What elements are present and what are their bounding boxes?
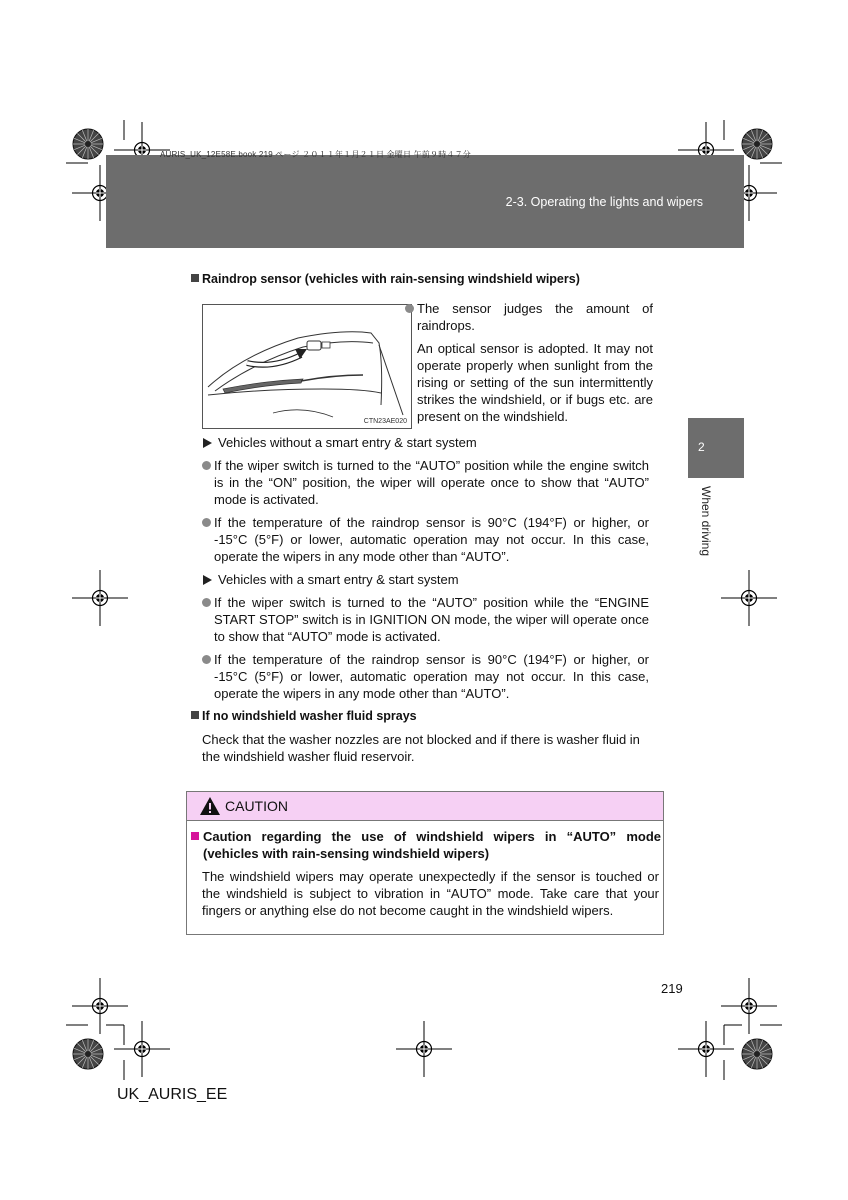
section-title: 2-3. Operating the lights and wipers: [505, 195, 703, 209]
document-code: UK_AURIS_EE: [117, 1086, 228, 1103]
bullet-dot-icon: [405, 304, 414, 313]
group2-title: Vehicles with a smart entry & start system: [203, 571, 459, 588]
chapter-tab: [688, 418, 744, 478]
bullet-dot-icon: [202, 598, 211, 607]
group1-title: Vehicles without a smart entry & start system: [203, 434, 477, 451]
caution-label: CAUTION: [225, 798, 288, 814]
group1-item: If the temperature of the raindrop sensor is 90°C (194°F) or higher, or -15°C (5°F) or lower, automatic operation may not occur. In this case, operate the wipers in any mode other than “AUTO”.: [202, 514, 649, 565]
caution-square-icon: [191, 832, 199, 840]
windshield-drawing: [203, 305, 411, 428]
triangle-bullet-icon: [203, 438, 212, 448]
caution-text: The windshield wipers may operate unexpectedly if the sensor is touched or the windshield is subject to vibration in “AUTO” mode. Take care that your fingers or anything else do not become caught in the windshield wipers.: [202, 869, 659, 918]
caution-header: [187, 792, 663, 821]
page-number: 219: [661, 981, 683, 996]
washer-heading: If no windshield washer fluid sprays: [191, 709, 417, 723]
windshield-sensor-illustration: [202, 304, 412, 429]
bullet-dot-icon: [202, 518, 211, 527]
group1-item: If the wiper switch is turned to the “AUTO” position while the engine switch is in the “ON” position, the wiper will operate once to show that “AUTO” mode is activated.: [202, 457, 649, 508]
bullet-dot-icon: [202, 461, 211, 470]
caution-box: [186, 791, 664, 935]
print-info-line: AURIS_UK_12E58E.book 219 ページ ２０１１年１月２１日 金曜日 午前９時４７分: [160, 150, 471, 159]
group2-item: If the temperature of the raindrop sensor is 90°C (194°F) or higher, or -15°C (5°F) or lower, automatic operation may not occur. In this case, operate the wipers in any mode other than “AUTO”.: [202, 651, 649, 702]
caution-subheading: Caution regarding the use of windshield wipers in “AUTO” mode (vehicles with rain-sensing windshield wipers): [191, 828, 661, 862]
chapter-number: 2: [698, 440, 705, 454]
group2-item: If the wiper switch is turned to the “AUTO” position while the “ENGINE START STOP” switch is in IGNITION ON mode, the wiper will operate once to show that “AUTO” mode is activated.: [202, 594, 649, 645]
chapter-label: When driving: [699, 486, 713, 557]
heading-square-icon: [191, 274, 199, 282]
figure-code: CTN23AE020: [363, 418, 407, 425]
bullet-dot-icon: [202, 655, 211, 664]
washer-text: Check that the washer nozzles are not blocked and if there is washer fluid in the windshield washer fluid reservoir.: [202, 732, 640, 764]
sensor-bullet: The sensor judges the amount of raindrops.: [405, 300, 653, 334]
warning-icon: [199, 796, 221, 816]
heading-square-icon: [191, 711, 199, 719]
sensor-note: An optical sensor is adopted. It may not operate properly when sunlight from the rising or setting of the sun intermittently strikes the windshield, or if bugs etc. are present on the windshield.: [417, 341, 653, 424]
triangle-bullet-icon: [203, 575, 212, 585]
raindrop-sensor-heading: Raindrop sensor (vehicles with rain-sensing windshield wipers): [191, 272, 580, 286]
